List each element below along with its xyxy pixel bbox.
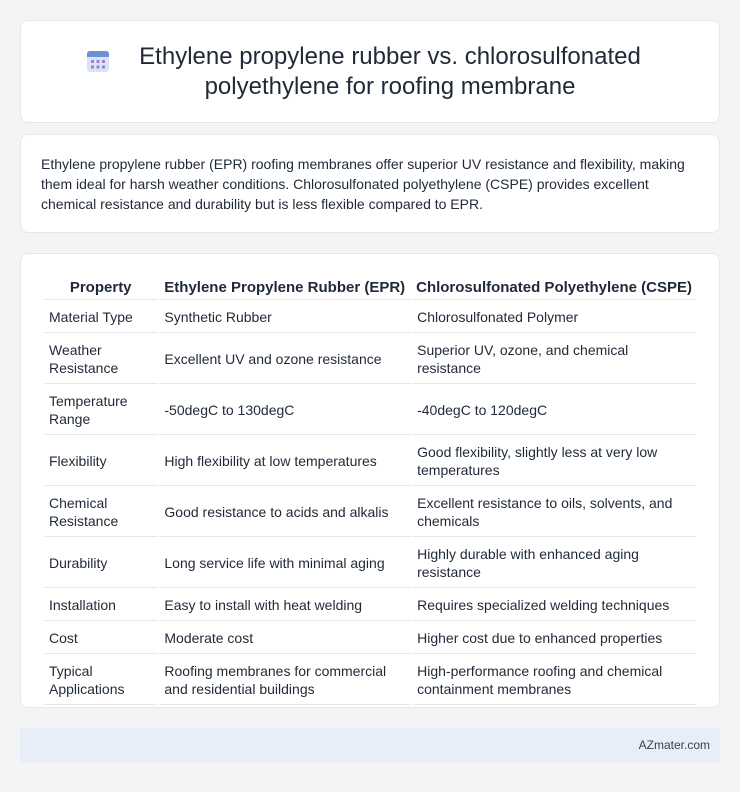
table-row	[44, 437, 696, 486]
row-cspe-value: Excellent resistance to oils, solvents, and chemicals	[412, 488, 696, 537]
row-epr-value: Roofing membranes for commercial and residential buildings	[159, 656, 410, 705]
table-row	[44, 656, 696, 705]
summary-paragraph: Ethylene propylene rubber (EPR) roofing membranes offer superior UV resistance and flexibility, making them ideal for harsh weather conditions. Chlorosulfonated polyethylene (CSPE) provides excellent chemical resistance and durability but is less flexible compared to EPR.	[41, 156, 685, 212]
table-row	[44, 539, 696, 588]
row-property: Material Type	[44, 302, 157, 333]
footer-bar	[20, 728, 720, 762]
row-epr-value: Synthetic Rubber	[159, 302, 410, 333]
title-card	[20, 20, 720, 123]
footer-brand: AZmater.com	[638, 738, 710, 752]
table-row	[44, 590, 696, 621]
row-property: Cost	[44, 623, 157, 654]
row-cspe-value: Highly durable with enhanced aging resistance	[412, 539, 696, 588]
comparison-table	[42, 274, 698, 707]
row-cspe-value: Good flexibility, slightly less at very low temperatures	[412, 437, 696, 486]
row-property: Installation	[44, 590, 157, 621]
table-header-row	[44, 276, 696, 300]
table-row	[44, 335, 696, 384]
row-epr-value: Moderate cost	[159, 623, 410, 654]
row-epr-value: Long service life with minimal aging	[159, 539, 410, 588]
header-property: Property	[44, 276, 157, 300]
row-property: Typical Applications	[44, 656, 157, 705]
row-property: Chemical Resistance	[44, 488, 157, 537]
header-cspe: Chlorosulfonated Polyethylene (CSPE)	[412, 276, 696, 300]
row-property: Temperature Range	[44, 386, 157, 435]
row-property: Durability	[44, 539, 157, 588]
table-row	[44, 386, 696, 435]
row-cspe-value: Chlorosulfonated Polymer	[412, 302, 696, 333]
row-epr-value: High flexibility at low temperatures	[159, 437, 410, 486]
table-row	[44, 623, 696, 654]
table-row	[44, 302, 696, 333]
row-epr-value: Easy to install with heat welding	[159, 590, 410, 621]
title-wrap	[85, 42, 655, 102]
row-cspe-value: Requires specialized welding techniques	[412, 590, 696, 621]
table-row	[44, 488, 696, 537]
row-epr-value: -50degC to 130degC	[159, 386, 410, 435]
calendar-icon	[85, 48, 111, 74]
row-cspe-value: Superior UV, ozone, and chemical resistance	[412, 335, 696, 384]
summary-card	[20, 134, 720, 233]
comparison-card	[20, 253, 720, 708]
row-cspe-value: Higher cost due to enhanced properties	[412, 623, 696, 654]
row-property: Weather Resistance	[44, 335, 157, 384]
row-epr-value: Good resistance to acids and alkalis	[159, 488, 410, 537]
header-epr: Ethylene Propylene Rubber (EPR)	[159, 276, 410, 300]
row-cspe-value: High-performance roofing and chemical containment membranes	[412, 656, 696, 705]
page-title: Ethylene propylene rubber vs. chlorosulfonated polyethylene for roofing membrane	[139, 42, 641, 100]
row-cspe-value: -40degC to 120degC	[412, 386, 696, 435]
row-epr-value: Excellent UV and ozone resistance	[159, 335, 410, 384]
row-property: Flexibility	[44, 437, 157, 486]
